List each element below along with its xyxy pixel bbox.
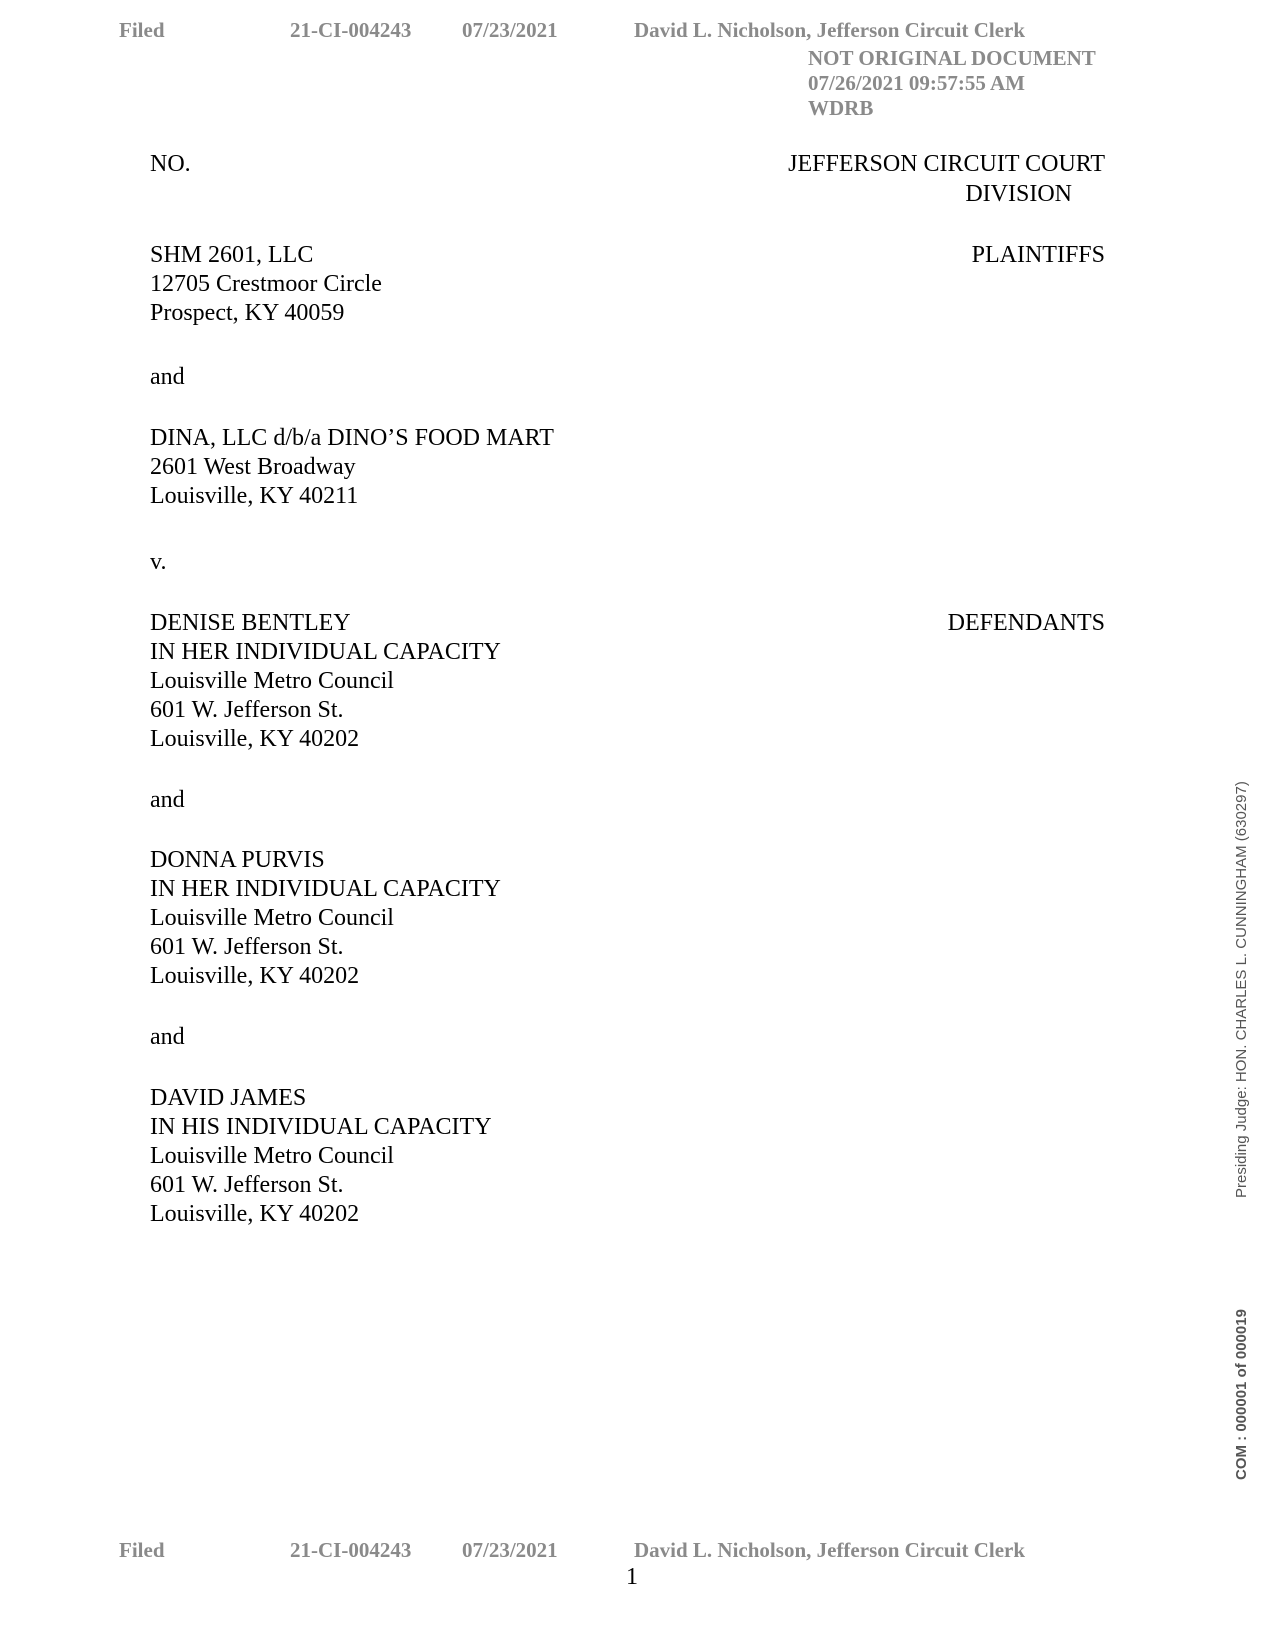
party-org: Louisville Metro Council	[150, 1143, 394, 1169]
not-original-stamp	[808, 46, 1096, 121]
page-number: 1	[626, 1564, 638, 1590]
party-name: DINA, LLC d/b/a DINO’S FOOD MART	[150, 425, 554, 451]
defendant-2	[150, 846, 501, 991]
party-address: 601 W. Jefferson St.	[150, 697, 344, 723]
versus: v.	[150, 549, 167, 575]
stamp-line: WDRB	[808, 96, 874, 120]
party-org: Louisville Metro Council	[150, 905, 394, 931]
footer-date: 07/23/2021	[462, 1538, 558, 1562]
party-name: DONNA PURVIS	[150, 847, 325, 873]
party-name: DAVID JAMES	[150, 1085, 307, 1111]
party-address: 601 W. Jefferson St.	[150, 934, 344, 960]
connector-and: and	[150, 1024, 185, 1050]
party-city: Louisville, KY 40202	[150, 726, 360, 752]
page-count-margin: COM : 000001 of 000019	[1233, 1309, 1250, 1480]
party-name: SHM 2601, LLC	[150, 242, 314, 268]
header-filed: Filed	[119, 18, 165, 42]
connector-and: and	[150, 787, 185, 813]
header-clerk: David L. Nicholson, Jefferson Circuit Clerk	[634, 18, 1026, 42]
connector-and: and	[150, 364, 185, 390]
defendant-3	[150, 1084, 492, 1229]
party-city: Louisville, KY 40202	[150, 963, 360, 989]
party-name: DENISE BENTLEY	[150, 610, 351, 636]
footer-filed: Filed	[119, 1538, 165, 1562]
court-division: DIVISION	[965, 181, 1072, 207]
court-name: JEFFERSON CIRCUIT COURT	[788, 151, 1105, 177]
party-capacity: IN HER INDIVIDUAL CAPACITY	[150, 639, 501, 665]
party-city: Louisville, KY 40211	[150, 483, 359, 509]
party-address: 12705 Crestmoor Circle	[150, 271, 382, 297]
party-address: 2601 West Broadway	[150, 454, 356, 480]
presiding-judge-margin: Presiding Judge: HON. CHARLES L. CUNNINGHAM (630297)	[1233, 781, 1250, 1198]
header-case-number: 21-CI-004243	[290, 18, 412, 42]
party-capacity: IN HIS INDIVIDUAL CAPACITY	[150, 1114, 492, 1140]
plaintiff-2	[150, 424, 554, 511]
footer-clerk: David L. Nicholson, Jefferson Circuit Clerk	[634, 1538, 1026, 1562]
party-city: Prospect, KY 40059	[150, 300, 345, 326]
plaintiff-1	[150, 241, 382, 328]
defendant-1	[150, 609, 501, 754]
party-address: 601 W. Jefferson St.	[150, 1172, 344, 1198]
stamp-line: NOT ORIGINAL DOCUMENT	[808, 46, 1096, 70]
stamp-line: 07/26/2021 09:57:55 AM	[808, 71, 1025, 95]
footer-case-number: 21-CI-004243	[290, 1538, 412, 1562]
defendants-label: DEFENDANTS	[947, 610, 1105, 636]
party-city: Louisville, KY 40202	[150, 1201, 360, 1227]
party-org: Louisville Metro Council	[150, 668, 394, 694]
header-date: 07/23/2021	[462, 18, 558, 42]
case-no-label: NO.	[150, 151, 191, 177]
party-capacity: IN HER INDIVIDUAL CAPACITY	[150, 876, 501, 902]
plaintiffs-label: PLAINTIFFS	[971, 242, 1105, 268]
